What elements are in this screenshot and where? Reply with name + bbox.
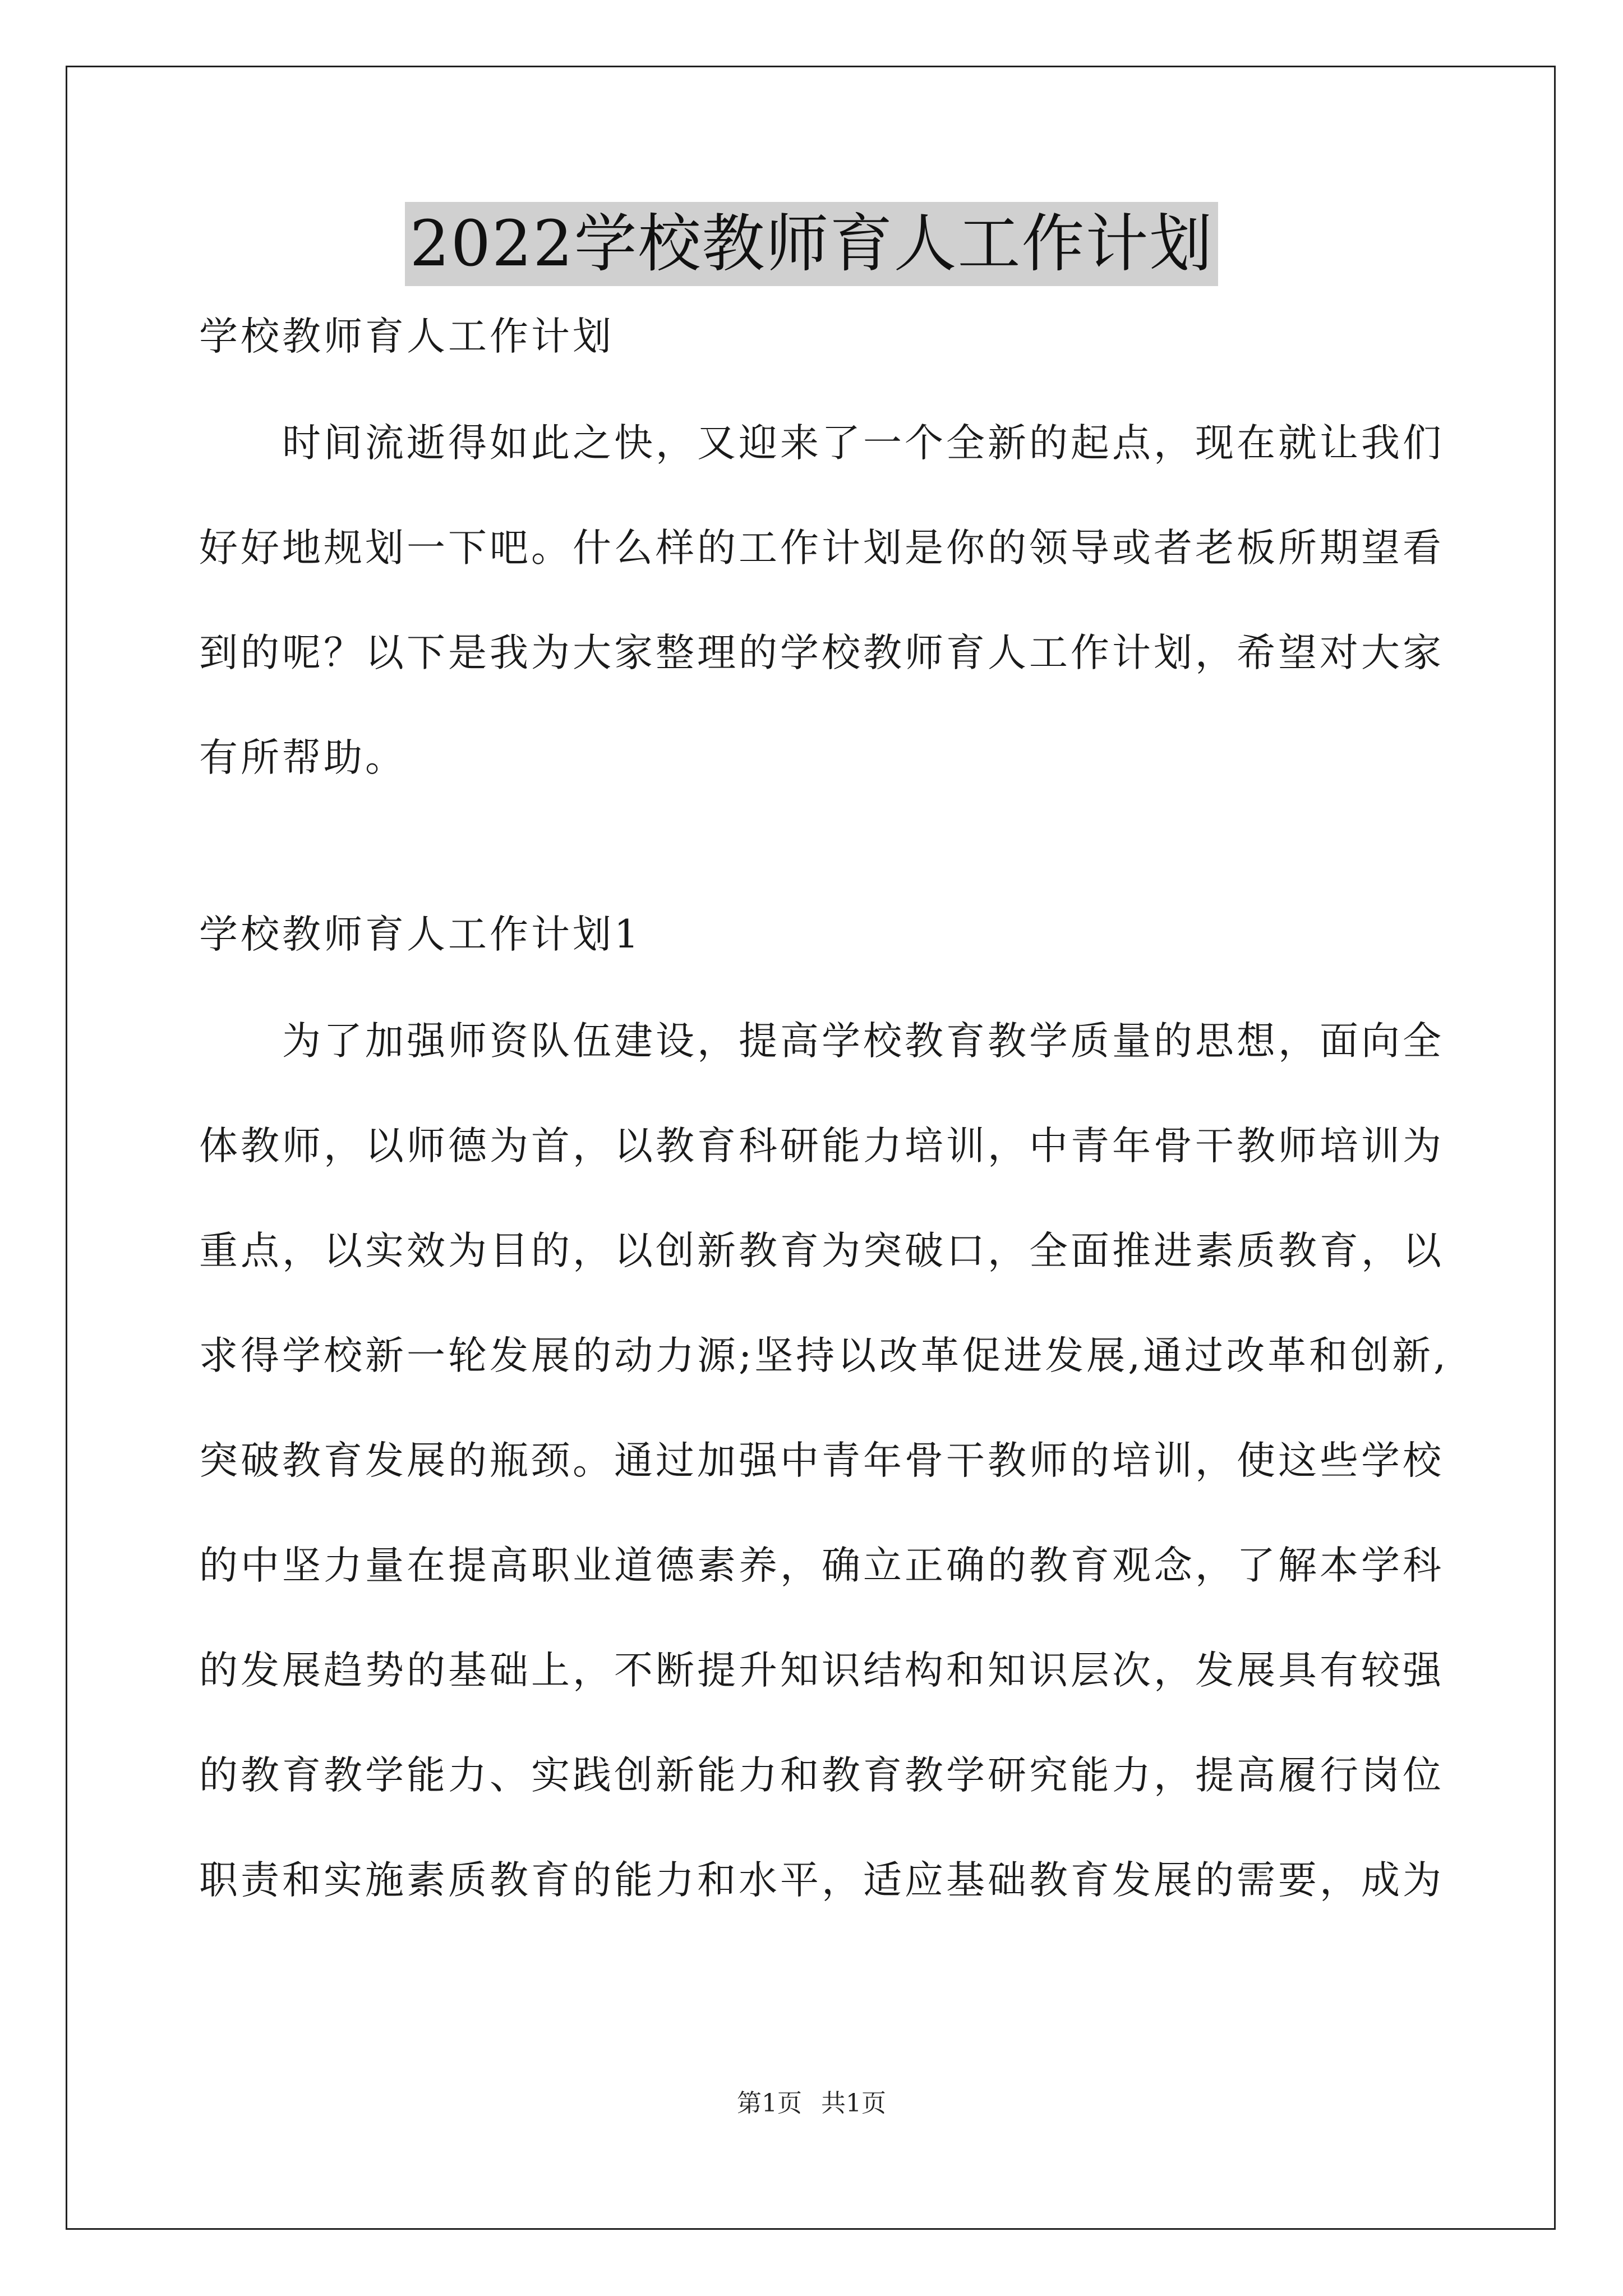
intro-paragraph xyxy=(199,421,1444,780)
paragraph-line: 的中坚力量在提高职业道德素养，确立正确的教育观念，了解本学科 xyxy=(199,1543,1444,1588)
page-number-total: 共1页 xyxy=(821,2089,886,2118)
paragraph-line: 的发展趋势的基础上，不断提升知识结构和知识层次，发展具有较强 xyxy=(199,1648,1444,1693)
document-body xyxy=(199,314,1449,1903)
title-container xyxy=(0,202,1623,286)
paragraph-line: 到的呢？以下是我为大家整理的学校教师育人工作计划，希望对大家 xyxy=(199,631,1444,675)
paragraph-line: 好好地规划一下吧。什么样的工作计划是你的领导或者老板所期望看 xyxy=(199,526,1444,570)
document-subtitle: 学校教师育人工作计划 xyxy=(199,314,614,359)
paragraph-line: 有所帮助。 xyxy=(199,735,407,780)
paragraph-line: 为了加强师资队伍建设，提高学校教育教学质量的思想，面向全 xyxy=(282,1019,1444,1064)
paragraph-line: 突破教育发展的瓶颈。通过加强中青年骨干教师的培训，使这些学校 xyxy=(199,1438,1444,1483)
paragraph-line: 的教育教学能力、实践创新能力和教育教学研究能力，提高履行岗位 xyxy=(199,1753,1444,1798)
paragraph-line: 时间流逝得如此之快，又迎来了一个全新的起点，现在就让我们 xyxy=(282,421,1444,466)
section-heading: 学校教师育人工作计划1 xyxy=(199,912,642,957)
document-title: 2022学校教师育人工作计划 xyxy=(405,202,1218,286)
page-footer xyxy=(0,2090,1623,2118)
paragraph-line: 体教师，以师德为首，以教育科研能力培训，中青年骨干教师培训为 xyxy=(199,1124,1444,1168)
paragraph-line: 职责和实施素质教育的能力和水平，适应基础教育发展的需要，成为 xyxy=(199,1858,1444,1903)
paragraph-line: 求得学校新一轮发展的动力源;坚持以改革促进发展,通过改革和创新, xyxy=(199,1333,1449,1378)
page-number-current: 第1页 xyxy=(737,2089,802,2118)
section1-paragraph xyxy=(199,1019,1449,1903)
paragraph-line: 重点，以实效为目的，以创新教育为突破口，全面推进素质教育，以 xyxy=(199,1228,1444,1273)
